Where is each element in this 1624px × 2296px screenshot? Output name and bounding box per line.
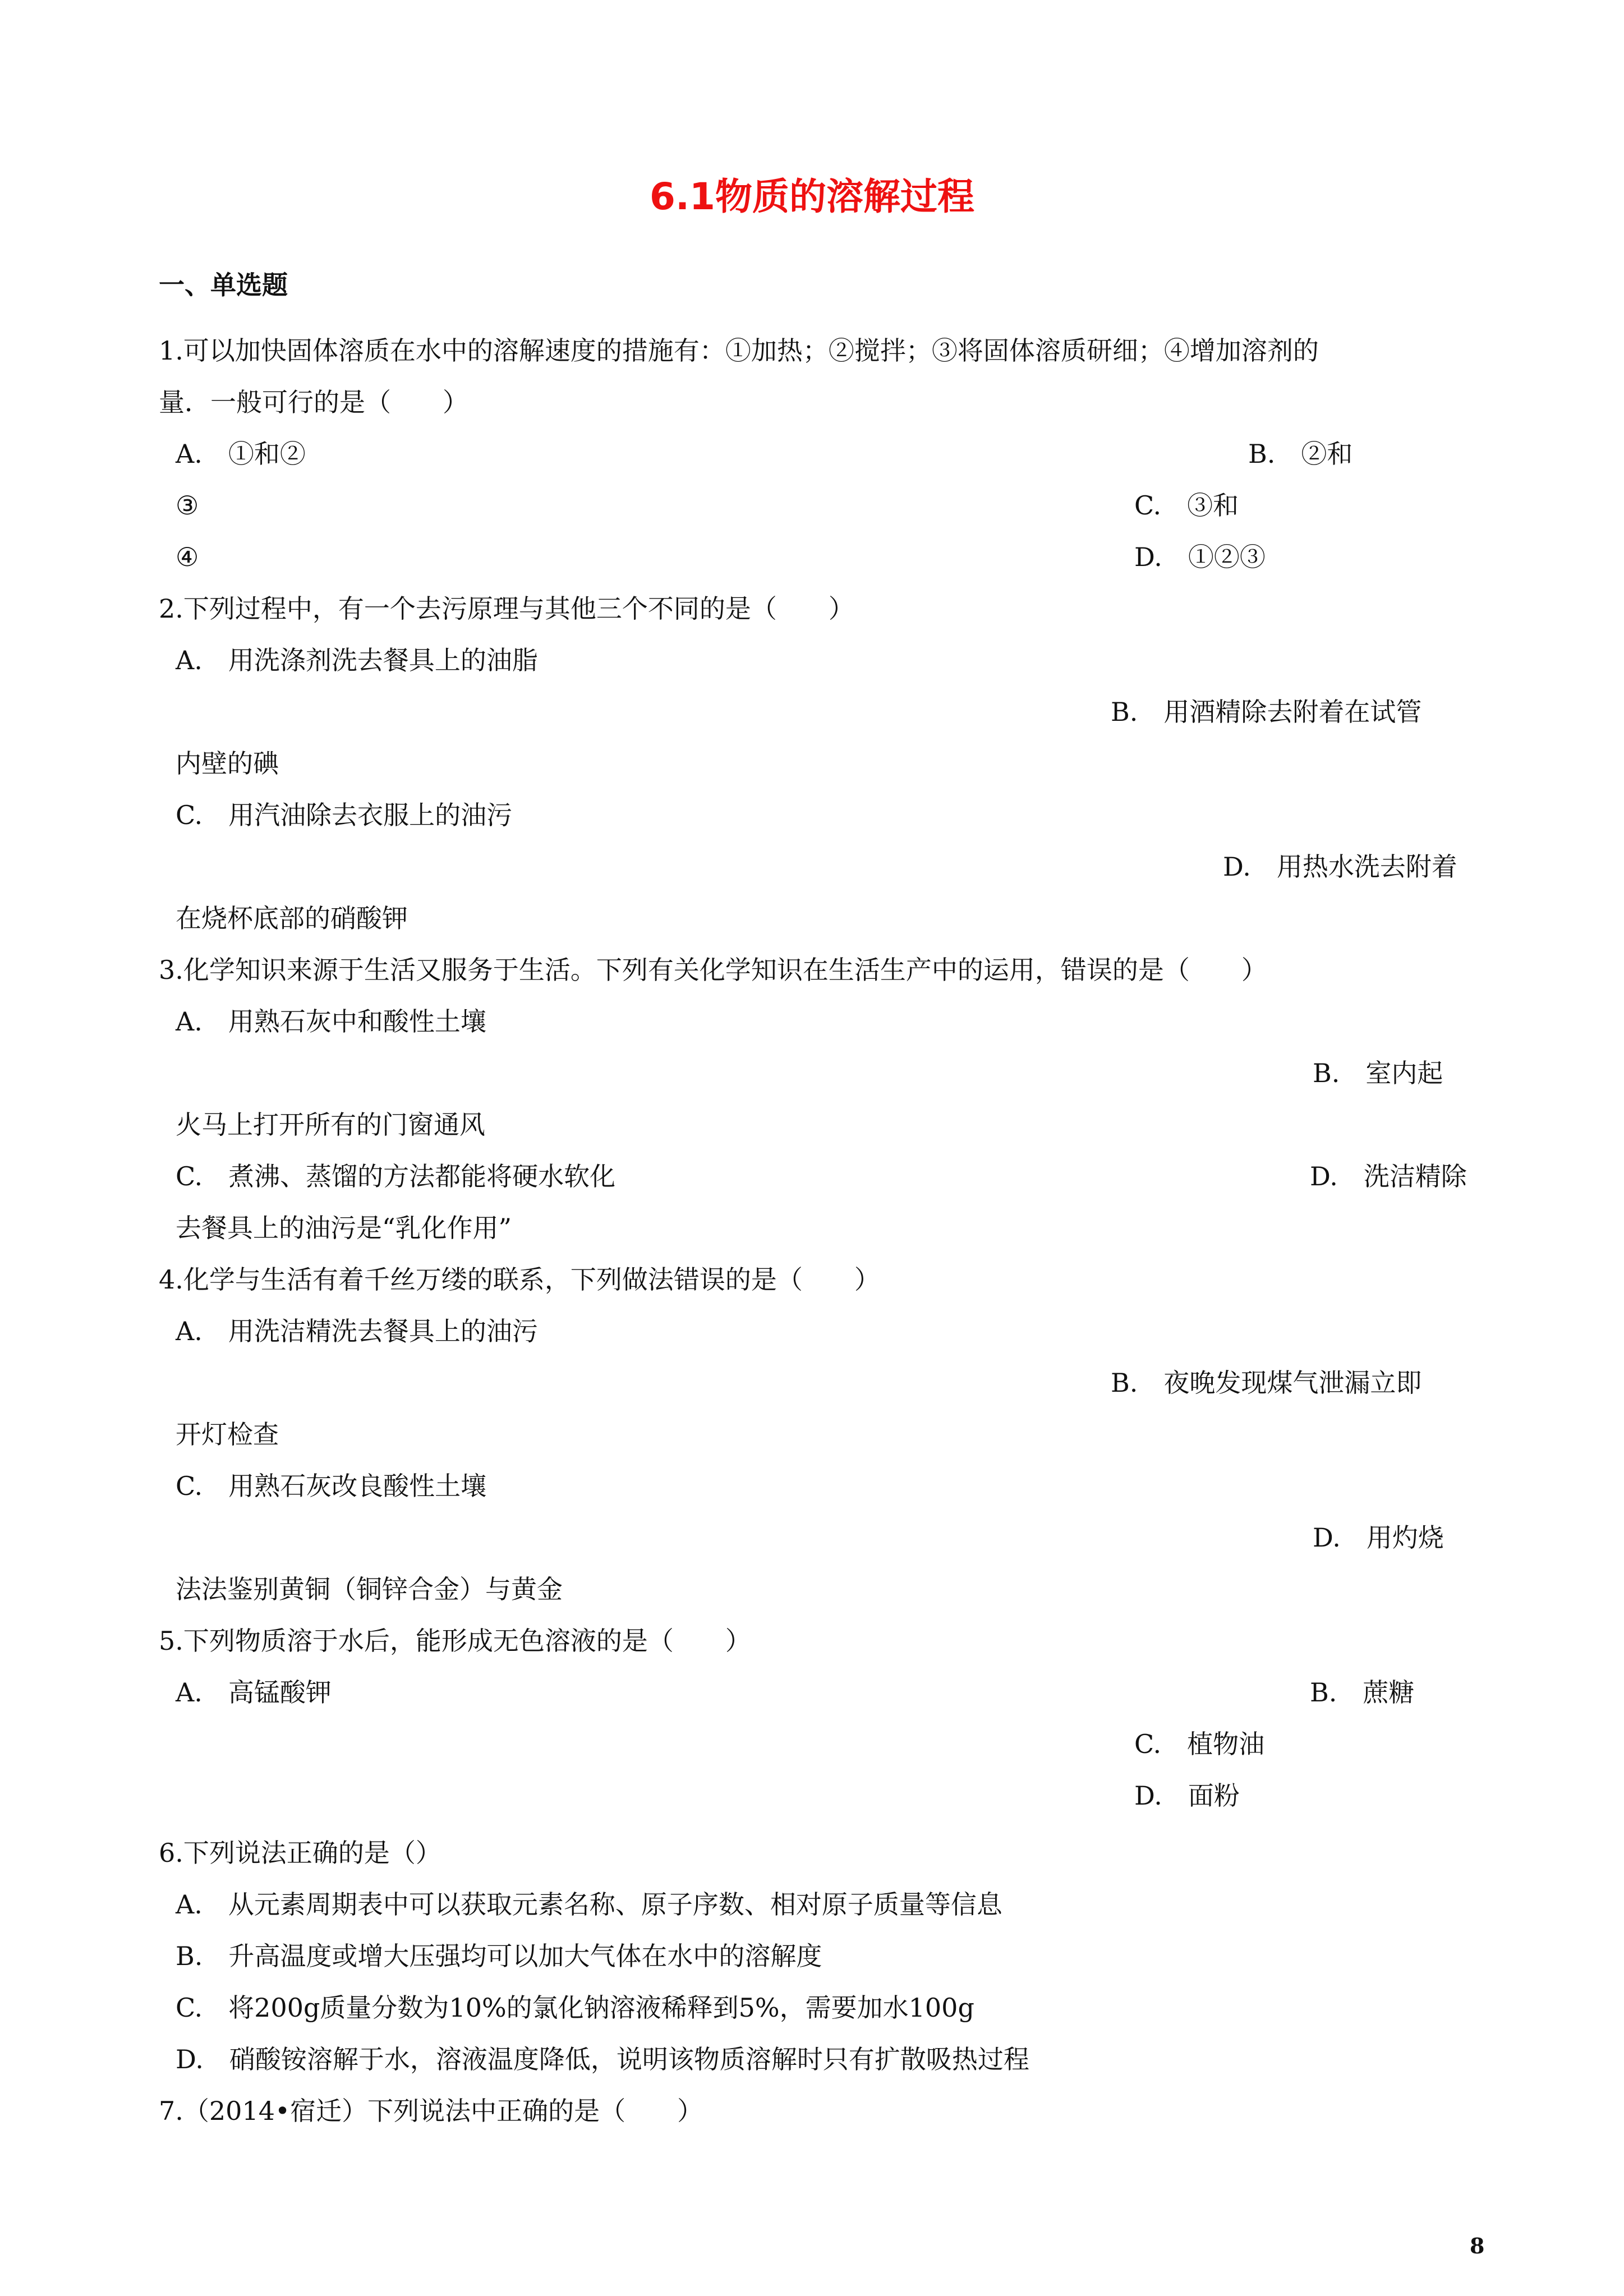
question-2-option-b-cont: 内壁的碘 — [176, 748, 279, 779]
question-6-option-b[interactable]: B. 升高温度或增大压强均可以加大气体在水中的溶解度 — [176, 1941, 822, 1971]
question-4-option-b[interactable]: B. 夜晚发现煤气泄漏立即 — [1111, 1368, 1422, 1398]
section-heading: 一、单选题 — [159, 270, 288, 300]
question-4-stem: 4.化学与生活有着千丝万缕的联系，下列做法错误的是（ ） — [159, 1264, 880, 1295]
question-1-stem-cont: 量．一般可行的是（ ） — [159, 387, 468, 417]
question-5-option-d[interactable]: D. 面粉 — [1134, 1780, 1240, 1811]
question-3-option-d[interactable]: D. 洗洁精除 — [1310, 1161, 1467, 1191]
question-4-option-d-cont: 法法鉴别黄铜（铜锌合金）与黄金 — [176, 1574, 563, 1604]
question-4-option-b-cont: 开灯检查 — [176, 1419, 279, 1450]
question-3-option-b[interactable]: B. 室内起 — [1313, 1058, 1443, 1088]
question-6-option-a[interactable]: A. 从元素周期表中可以获取元素名称、原子序数、相对原子质量等信息 — [176, 1889, 1002, 1920]
question-7-stem: 7.（2014•宿迁）下列说法中正确的是（ ） — [159, 2096, 703, 2126]
page-number: 8 — [1470, 2233, 1485, 2258]
question-3-option-d-cont: 去餐具上的油污是“乳化作用” — [176, 1213, 512, 1243]
question-2-option-a[interactable]: A. 用洗涤剂洗去餐具上的油脂 — [176, 645, 538, 675]
question-2-option-c[interactable]: C. 用汽油除去衣服上的油污 — [176, 800, 513, 830]
question-6-option-c[interactable]: C. 将200g质量分数为10%的氯化钠溶液稀释到5%，需要加水100g — [176, 1993, 974, 2023]
question-3-option-b-cont: 火马上打开所有的门窗通风 — [176, 1110, 485, 1140]
question-1-option-a[interactable]: A. ①和② — [176, 439, 306, 469]
question-5-option-a[interactable]: A. 高锰酸钾 — [176, 1677, 332, 1708]
question-2-option-d-cont: 在烧杯底部的硝酸钾 — [176, 903, 408, 933]
question-1-option-b[interactable]: B. ②和 — [1248, 439, 1353, 469]
question-5-option-b[interactable]: B. 蔗糖 — [1310, 1677, 1415, 1708]
question-3-option-c[interactable]: C. 煮沸、蒸馏的方法都能将硬水软化 — [176, 1161, 616, 1191]
question-3-option-a[interactable]: A. 用熟石灰中和酸性土壤 — [176, 1006, 486, 1037]
question-1-option-b-cont: ③ — [176, 490, 199, 521]
question-2-option-b[interactable]: B. 用酒精除去附着在试管 — [1111, 697, 1422, 727]
question-1-stem: 1.可以加快固体溶质在水中的溶解速度的措施有：①加热；②搅拌；③将固体溶质研细；④增加溶剂的 — [159, 335, 1319, 366]
question-4-option-d[interactable]: D. 用灼烧 — [1313, 1522, 1444, 1553]
page-title: 6.1物质的溶解过程 — [650, 175, 974, 218]
question-3-stem: 3.化学知识来源于生活又服务于生活。下列有关化学知识在生活生产中的运用，错误的是（ ） — [159, 955, 1267, 985]
question-2-stem: 2.下列过程中，有一个去污原理与其他三个不同的是（ ） — [159, 593, 854, 624]
question-1-option-d[interactable]: D. ①②③ — [1134, 542, 1266, 572]
question-5-option-c[interactable]: C. 植物油 — [1134, 1729, 1265, 1759]
question-5-stem: 5.下列物质溶于水后，能形成无色溶液的是（ ） — [159, 1626, 751, 1656]
question-1-option-c-cont: ④ — [176, 542, 199, 572]
question-6-stem: 6.下列说法正确的是（） — [159, 1838, 441, 1868]
question-1-option-c[interactable]: C. ③和 — [1134, 490, 1239, 521]
question-4-option-c[interactable]: C. 用熟石灰改良酸性土壤 — [176, 1471, 487, 1501]
question-4-option-a[interactable]: A. 用洗洁精洗去餐具上的油污 — [176, 1316, 538, 1346]
question-6-option-d[interactable]: D. 硝酸铵溶解于水，溶液温度降低，说明该物质溶解时只有扩散吸热过程 — [176, 2044, 1029, 2074]
question-2-option-d[interactable]: D. 用热水洗去附着 — [1223, 852, 1457, 882]
